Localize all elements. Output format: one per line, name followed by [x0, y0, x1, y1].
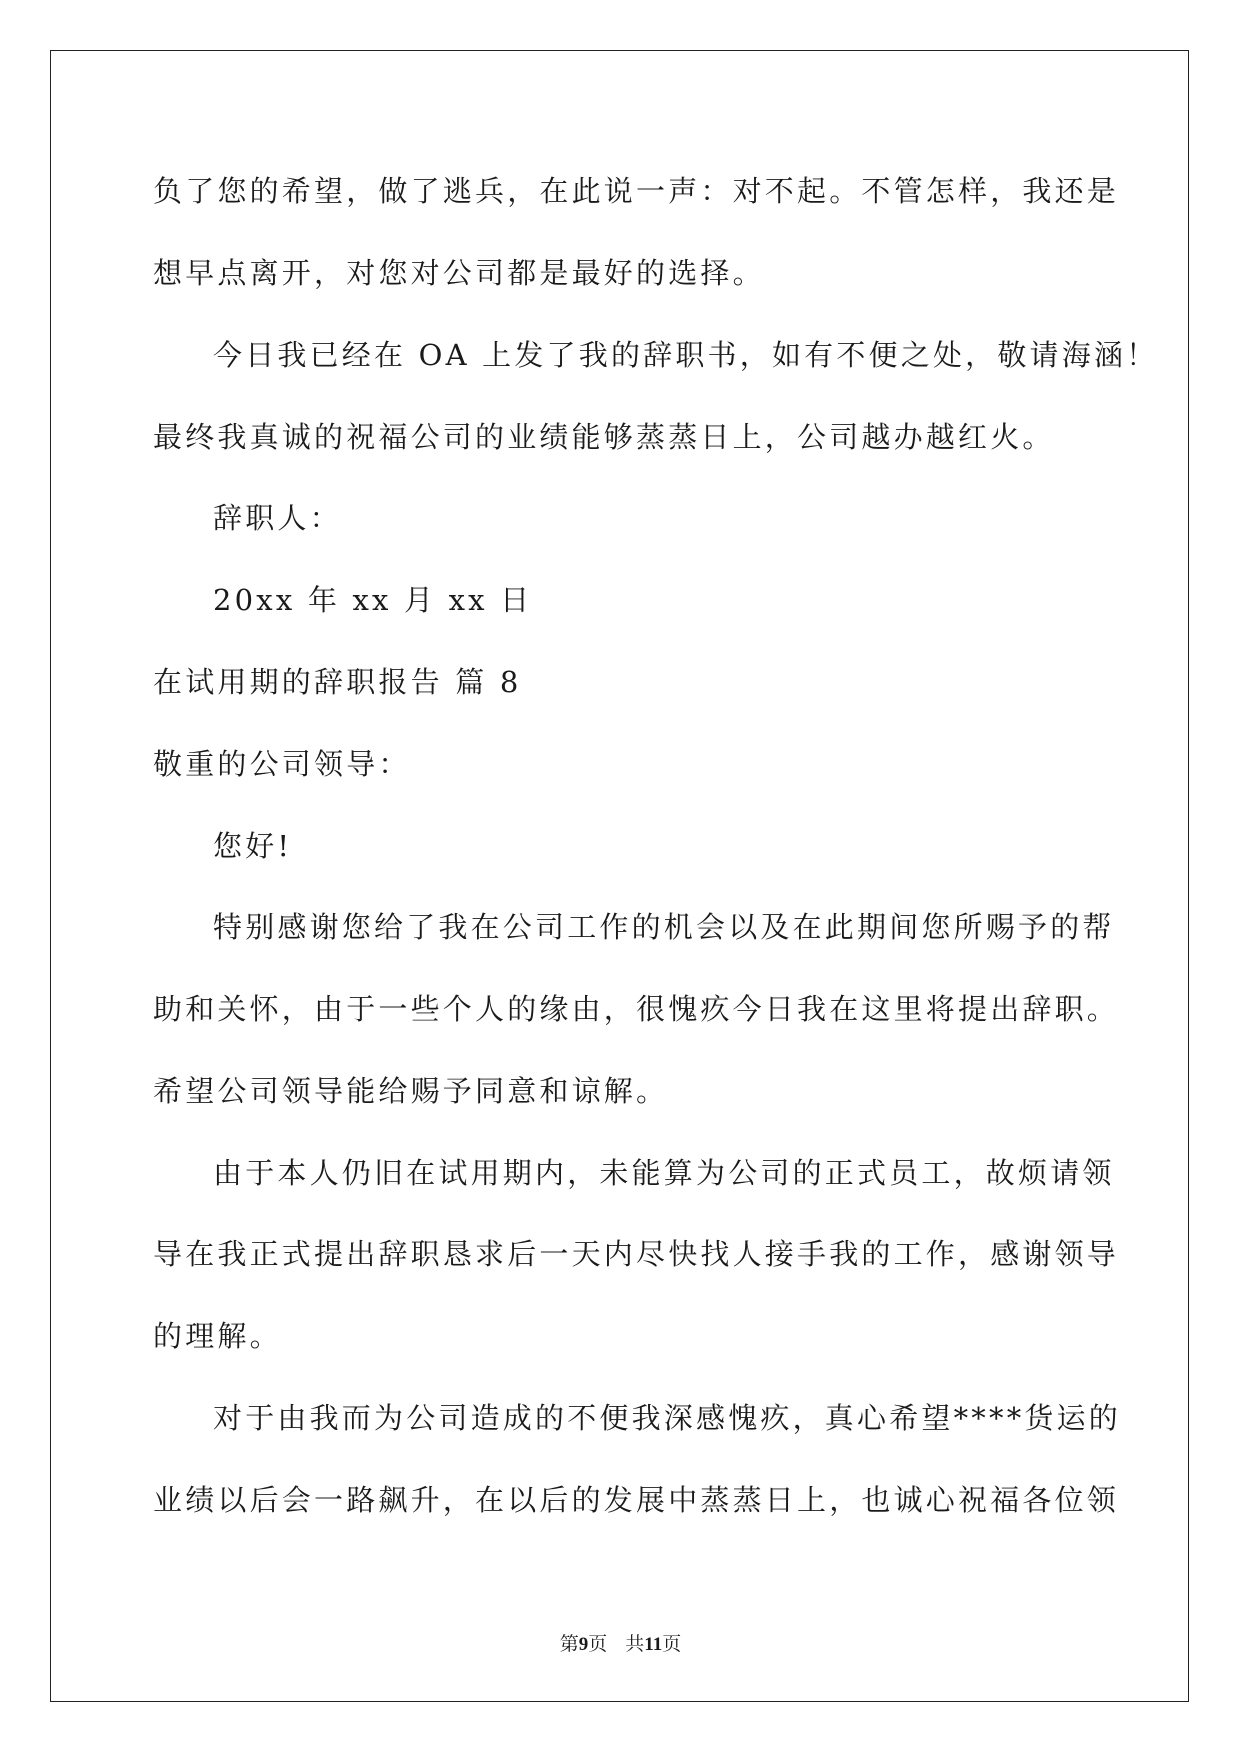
text-line-4: 最终我真诚的祝福公司的业绩能够蒸蒸日上，公司越办越红火。: [153, 420, 1055, 454]
text-line-17: 业绩以后会一路飙升，在以后的发展中蒸蒸日上，也诚心祝福各位领: [153, 1483, 1120, 1517]
page-current: 9: [578, 1634, 589, 1655]
text-line-2: 想早点离开，对您对公司都是最好的选择。: [153, 256, 765, 290]
text-line-3: 今日我已经在 OA 上发了我的辞职书，如有不便之处，敬请海涵！: [213, 338, 1159, 372]
text-line-15: 的理解。: [153, 1319, 282, 1353]
text-line-10: 特别感谢您给了我在公司工作的机会以及在此期间您所赐予的帮: [213, 910, 1115, 944]
salutation: 敬重的公司领导：: [153, 747, 411, 781]
total-suffix: 页: [662, 1633, 682, 1655]
text-line-14: 导在我正式提出辞职恳求后一天内尽快找人接手我的工作，感谢领导: [153, 1237, 1120, 1271]
text-line-1: 负了您的希望，做了逃兵，在此说一声：对不起。不管怎样，我还是: [153, 174, 1120, 208]
section-title: 在试用期的辞职报告 篇 8: [153, 665, 522, 699]
page-prefix: 第: [559, 1633, 579, 1655]
text-line-12: 希望公司领导能给赐予同意和谅解。: [153, 1074, 669, 1108]
text-line-11: 助和关怀，由于一些个人的缘由，很愧疚今日我在这里将提出辞职。: [153, 992, 1120, 1026]
date-line: 20xx 年 xx 月 xx 日: [213, 583, 533, 617]
signer-label: 辞职人：: [213, 501, 342, 535]
page-suffix: 页: [588, 1633, 608, 1655]
text-line-13: 由于本人仍旧在试用期内，未能算为公司的正式员工，故烦请领: [213, 1156, 1115, 1190]
text-line-16: 对于由我而为公司造成的不便我深感愧疚，真心希望****货运的: [213, 1401, 1122, 1435]
page-border: [50, 50, 1189, 1702]
greeting: 您好!: [213, 829, 293, 863]
page-footer: [0, 1632, 1241, 1657]
total-prefix: 共: [625, 1633, 645, 1655]
page-total: 11: [644, 1634, 663, 1655]
